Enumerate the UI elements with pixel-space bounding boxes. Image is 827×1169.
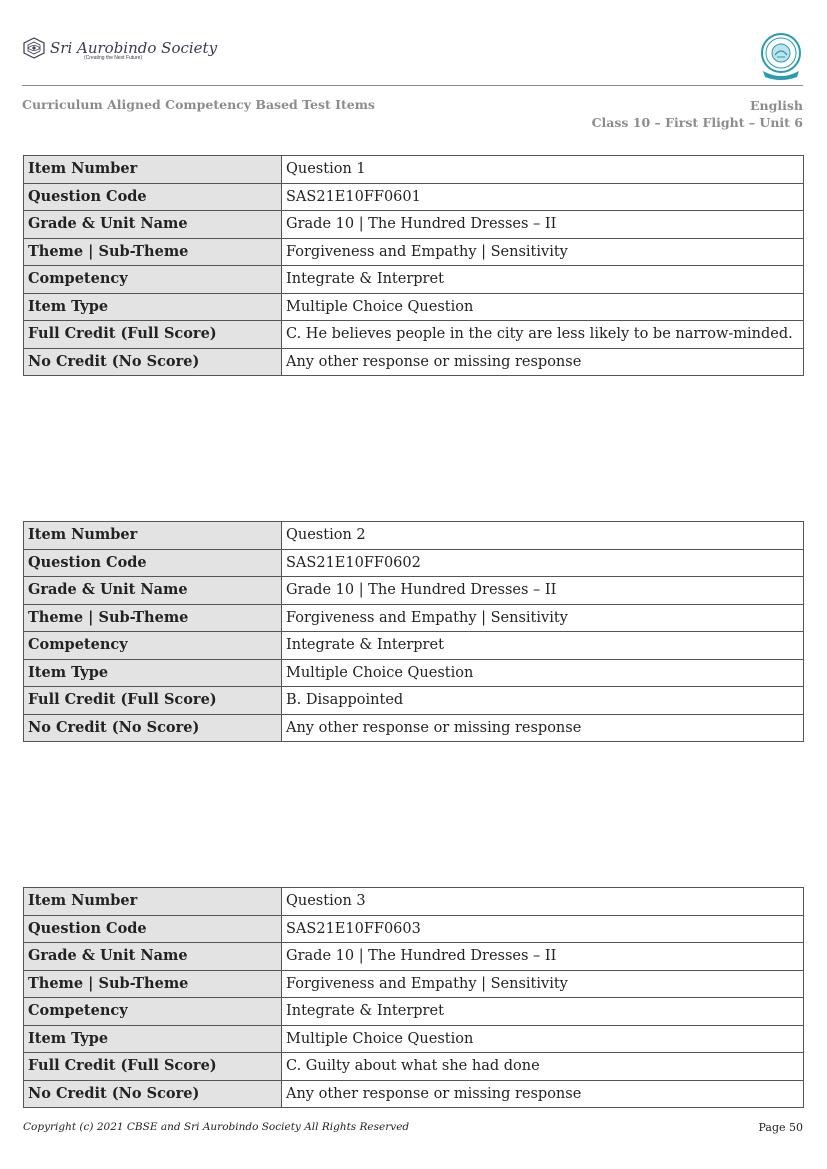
table-row	[24, 1053, 804, 1081]
row-label: Full Credit (Full Score)	[24, 1053, 282, 1081]
table-row	[24, 659, 804, 687]
table-row	[24, 522, 804, 550]
row-label: No Credit (No Score)	[24, 348, 282, 376]
row-value: Forgiveness and Empathy | Sensitivity	[282, 970, 804, 998]
row-value: C. Guilty about what she had done	[282, 1053, 804, 1081]
row-label: Item Type	[24, 293, 282, 321]
row-value: Forgiveness and Empathy | Sensitivity	[282, 238, 804, 266]
row-label: Grade & Unit Name	[24, 211, 282, 239]
row-value: SAS21E10FF0601	[282, 183, 804, 211]
lotus-emblem-icon	[22, 37, 46, 59]
table-row	[24, 970, 804, 998]
row-value: Grade 10 | The Hundred Dresses – II	[282, 211, 804, 239]
row-value: Integrate & Interpret	[282, 998, 804, 1026]
table-row	[24, 1080, 804, 1108]
row-label: Theme | Sub-Theme	[24, 238, 282, 266]
table-row	[24, 714, 804, 742]
row-value: Any other response or missing response	[282, 714, 804, 742]
table-row	[24, 293, 804, 321]
table-row	[24, 211, 804, 239]
row-label: Item Type	[24, 1025, 282, 1053]
page-number: Page 50	[758, 1121, 803, 1134]
row-label: No Credit (No Score)	[24, 714, 282, 742]
row-value: Multiple Choice Question	[282, 659, 804, 687]
table-row	[24, 915, 804, 943]
row-label: Theme | Sub-Theme	[24, 604, 282, 632]
table-row	[24, 1025, 804, 1053]
row-label: Full Credit (Full Score)	[24, 321, 282, 349]
row-value: Forgiveness and Empathy | Sensitivity	[282, 604, 804, 632]
cbse-emblem-icon	[759, 33, 803, 81]
table-row	[24, 183, 804, 211]
page-header	[22, 33, 803, 85]
class-unit-label: Class 10 – First Flight – Unit 6	[591, 115, 803, 130]
table-row	[24, 238, 804, 266]
row-label: Theme | Sub-Theme	[24, 970, 282, 998]
row-value: Grade 10 | The Hundred Dresses – II	[282, 943, 804, 971]
row-value: Any other response or missing response	[282, 1080, 804, 1108]
table-row	[24, 604, 804, 632]
row-label: Competency	[24, 266, 282, 294]
table-row	[24, 266, 804, 294]
row-value: Question 2	[282, 522, 804, 550]
item-table-question-3	[23, 887, 804, 1108]
logo-tagline: (Creating the Next Future)	[84, 55, 143, 61]
subject-label: English	[750, 98, 803, 113]
row-value: Multiple Choice Question	[282, 293, 804, 321]
table-row	[24, 888, 804, 916]
row-label: Grade & Unit Name	[24, 943, 282, 971]
row-value: Question 3	[282, 888, 804, 916]
row-label: Competency	[24, 632, 282, 660]
row-value: Grade 10 | The Hundred Dresses – II	[282, 577, 804, 605]
row-label: Question Code	[24, 915, 282, 943]
table-row	[24, 687, 804, 715]
row-label: Competency	[24, 998, 282, 1026]
table-row	[24, 632, 804, 660]
item-table-question-2	[23, 521, 804, 742]
table-row	[24, 321, 804, 349]
row-label: Full Credit (Full Score)	[24, 687, 282, 715]
row-label: Question Code	[24, 549, 282, 577]
sri-aurobindo-society-logo	[22, 37, 217, 59]
row-label: Grade & Unit Name	[24, 577, 282, 605]
row-label: No Credit (No Score)	[24, 1080, 282, 1108]
table-row	[24, 156, 804, 184]
table-row	[24, 998, 804, 1026]
row-value: SAS21E10FF0602	[282, 549, 804, 577]
row-label: Item Number	[24, 522, 282, 550]
subject-block	[592, 97, 803, 131]
row-value: SAS21E10FF0603	[282, 915, 804, 943]
row-value: Any other response or missing response	[282, 348, 804, 376]
row-value: C. He believes people in the city are less likely to be narrow-minded.	[282, 321, 804, 349]
document-subtitle: Curriculum Aligned Competency Based Test Items	[22, 97, 375, 112]
row-label: Item Number	[24, 888, 282, 916]
table-row	[24, 943, 804, 971]
row-label: Question Code	[24, 183, 282, 211]
row-value: Integrate & Interpret	[282, 266, 804, 294]
row-value: Question 1	[282, 156, 804, 184]
row-value: B. Disappointed	[282, 687, 804, 715]
logo-brand-name: Sri Aurobindo Society	[50, 38, 218, 57]
table-row	[24, 549, 804, 577]
header-divider	[22, 85, 803, 86]
row-value: Multiple Choice Question	[282, 1025, 804, 1053]
row-label: Item Number	[24, 156, 282, 184]
table-row	[24, 577, 804, 605]
copyright-notice: Copyright (c) 2021 CBSE and Sri Aurobindo Society All Rights Reserved	[23, 1121, 410, 1133]
item-table-question-1	[23, 155, 804, 376]
cbse-emblem-logo	[759, 33, 803, 85]
row-value: Integrate & Interpret	[282, 632, 804, 660]
table-row	[24, 348, 804, 376]
row-label: Item Type	[24, 659, 282, 687]
